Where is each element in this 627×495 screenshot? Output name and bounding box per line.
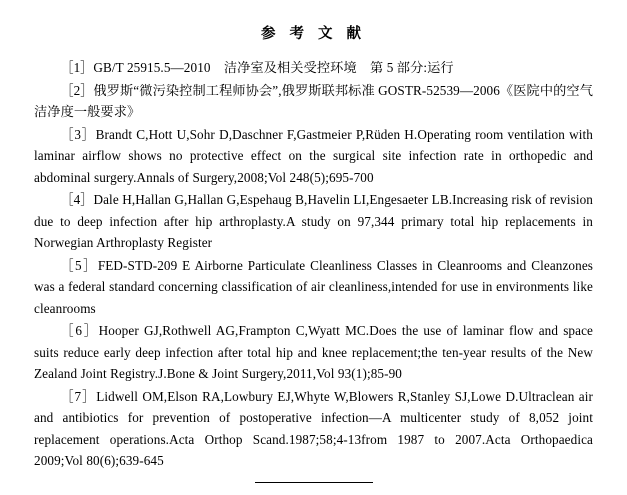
list-item <box>34 386 593 472</box>
reference-marker: ［3］ <box>60 126 96 142</box>
reference-text: Brandt C,Hott U,Sohr D,Daschner F,Gastmeier P,Rüden H.Operating room ventilation with laminar airflow shows no protective effect on the surgical site infection rate in orthopedic and abdominal surgery.Annals of Surgery,2008;Vol 248(5);695-700 <box>34 126 593 185</box>
reference-text: 俄罗斯“微污染控制工程师协会”,俄罗斯联邦标准 GOSTR-52539—2006《医院中的空气洁净度一般要求》 <box>34 82 594 120</box>
reference-marker: ［7］ <box>60 388 97 404</box>
list-item <box>34 57 593 79</box>
reference-marker: ［4］ <box>60 192 94 208</box>
reference-marker: ［1］ <box>60 60 94 75</box>
document-page <box>0 22 627 495</box>
page-title: 参 考 文 献 <box>260 26 367 42</box>
list-item <box>34 255 593 320</box>
reference-text: FED-STD-209 E Airborne Particulate Cleanliness Classes in Cleanrooms and Cleanzones was a federal standard concerning classification of air cleanliness,intended for use in environments like cleanrooms <box>34 257 594 316</box>
list-item <box>34 320 593 385</box>
reference-marker: ［5］ <box>60 257 98 273</box>
list-item <box>34 189 593 254</box>
reference-marker: ［2］ <box>60 82 94 98</box>
footer-divider <box>255 482 373 483</box>
reference-marker: ［6］ <box>60 323 99 339</box>
reference-text: Lidwell OM,Elson RA,Lowbury EJ,Whyte W,Blowers R,Stanley SJ,Lowe D.Ultraclean air and antibiotics for prevention of postoperative infection—A multicenter study of 8,052 joint replacement operations.Acta Orthop Scand.1987;58;4-13from 1987 to 2007.Acta Orthopaedica 2009;Vol 80(6);639-645 <box>34 388 593 469</box>
list-item <box>34 124 593 189</box>
reference-text: Dale H,Hallan G,Hallan G,Espehaug B,Havelin LI,Engesaeter LB.Increasing risk of revision due to deep infection after hip arthroplasty.A study on 97,344 primary total hip replacements in Norwegian Arthroplasty Register <box>34 192 593 251</box>
reference-list <box>34 57 593 472</box>
reference-text: GB/T 25915.5—2010 洁净室及相关受控环境 第 5 部分:运行 <box>93 60 454 75</box>
reference-text: Hooper GJ,Rothwell AG,Frampton C,Wyatt MC.Does the use of laminar flow and space suits reduce early deep infection after total hip and knee replacement;the ten-year results of the New Zealand Joint Registry.J.Bone & Joint Surgery,2011,Vol 93(1);85-90 <box>34 323 593 382</box>
list-item <box>34 80 593 123</box>
